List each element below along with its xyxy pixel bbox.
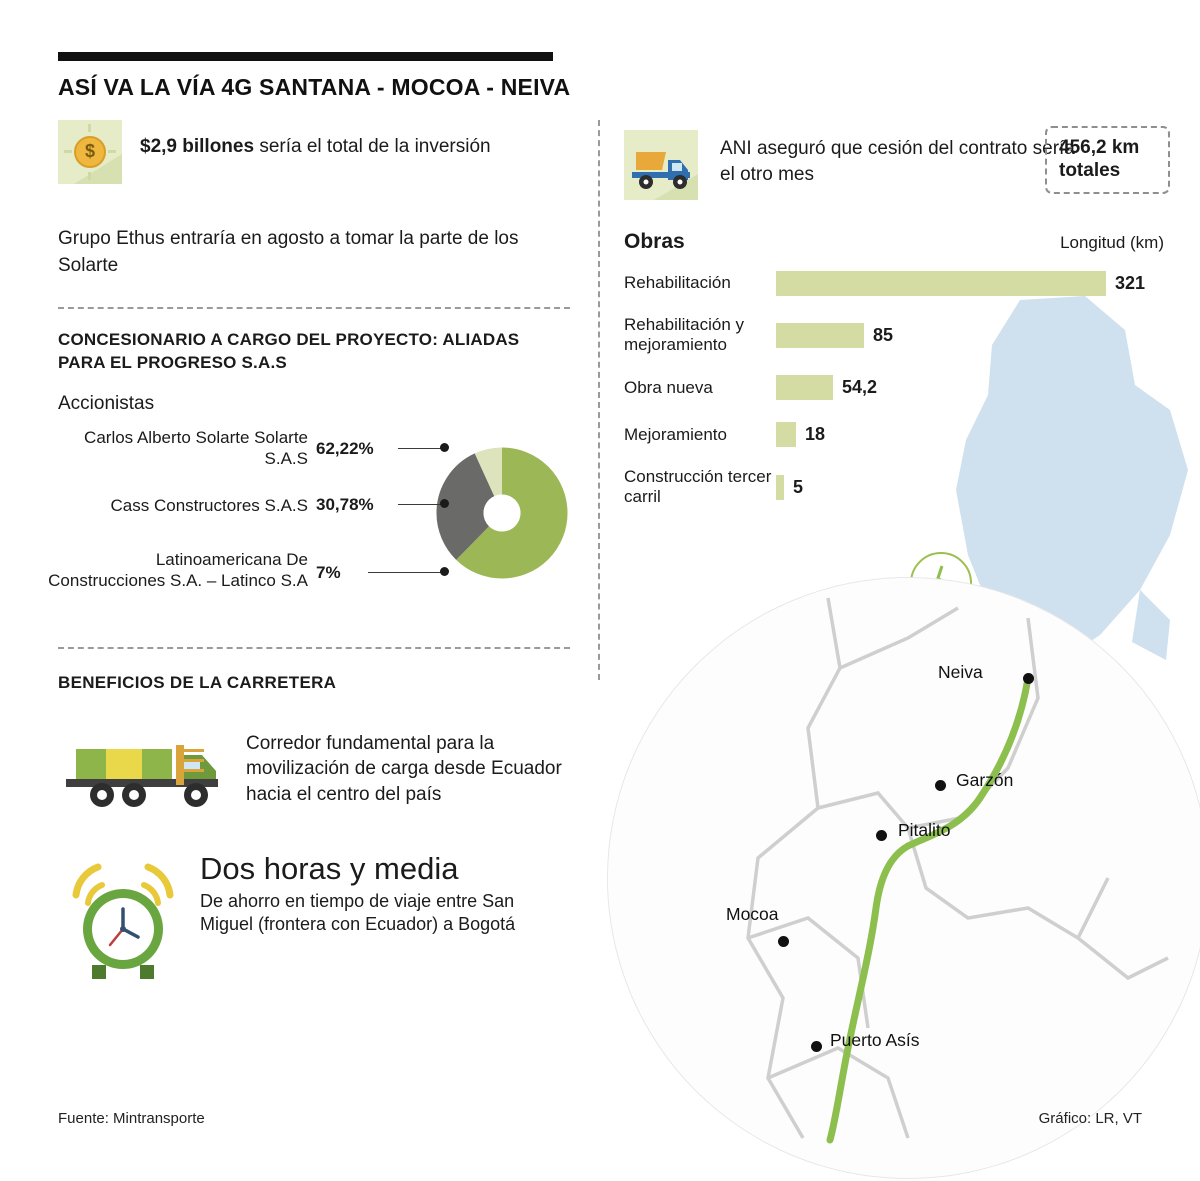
shareholders-donut-chart [48,421,570,631]
legend-value-0: 62,22% [316,439,374,459]
source-note: Fuente: Mintransporte [58,1110,205,1127]
benefit-headline-1: Dos horas y media [200,851,459,887]
bar-label-3: Mejoramiento [624,424,727,444]
concession-heading: CONCESIONARIO A CARGO DEL PROYECTO: ALIADAS PARA EL PROGRESO S.A.S [58,330,520,373]
km-total-badge: 456,2 km totales [1045,126,1170,194]
city-dot-garzon [935,780,946,791]
longitud-label: Longitud (km) [1060,233,1164,252]
bar-value-0: 321 [1115,272,1146,293]
map-detail-svg [608,578,1200,1178]
investment-rest: sería el total de la inversión [254,136,491,157]
bar-label-0: Rehabilitación [624,272,731,292]
bar-label-4: Construcción tercer carril [624,466,772,507]
bar-value-2: 54,2 [842,377,878,398]
obras-label: Obras [624,230,685,253]
bar-label-1: Rehabilitación y mejoramiento [624,315,745,355]
legend-label-1: Cass Constructores S.A.S [110,496,308,516]
map-section [600,280,1200,1120]
ani-text: ANI aseguró que cesión del contrato sería el otro mes [720,138,1075,185]
credit-note: Gráfico: LR, VT [1038,1110,1142,1127]
city-label-mocoa: Mocoa [726,904,779,924]
investment-amount: $2,9 billones [140,136,255,157]
ethus-note: Grupo Ethus entraría en agosto a tomar la parte de los Solarte [58,228,519,276]
obras-header [624,230,1164,254]
legend-label-2: Latinoamericana De Construcciones S.A. – Latinco S.A [48,550,308,591]
left-column [48,120,570,983]
divider-1 [58,307,570,309]
benefits-heading: BENEFICIOS DE LA CARRETERA [58,673,337,693]
tanker-truck-icon [58,719,228,819]
city-label-neiva: Neiva [938,662,983,682]
page-title: ASÍ VA LA VÍA 4G SANTANA - MOCOA - NEIVA [58,74,571,100]
benefit-item-0 [58,719,570,819]
city-dot-puerto-asis [811,1041,822,1052]
investment-block [58,120,570,184]
bar-value-4: 5 [793,476,804,497]
title-rule [58,52,553,61]
ani-block [624,130,1164,200]
bar-value-1: 85 [873,324,894,345]
city-dot-neiva [1023,673,1034,684]
legend-value-2: 7% [316,563,341,583]
legend-label-0: Carlos Alberto Solarte Solarte S.A.S [84,428,308,469]
divider-2 [58,647,570,649]
dump-truck-icon [624,130,698,200]
alarm-clock-icon [58,853,188,983]
map-detail-circle [608,578,1200,1178]
legend-value-1: 30,78% [316,495,374,515]
investment-text [140,120,491,160]
bar-label-2: Obra nueva [624,377,713,397]
benefit-text-0: Corredor fundamental para la movilización de carga desde Ecuador hacia el centro del país [246,732,562,805]
benefit-text-1: De ahorro en tiempo de viaje entre San Miguel (frontera con Ecuador) a Bogotá [200,890,516,935]
city-label-garzon: Garzón [956,770,1014,790]
city-label-pitalito: Pitalito [898,820,951,840]
city-label-puerto-asis: Puerto Asís [830,1030,920,1050]
city-dot-pitalito [876,830,887,841]
benefit-item-1 [58,853,570,983]
city-dot-mocoa [778,936,789,947]
bar-value-3: 18 [805,424,826,445]
money-coin-icon [58,120,122,184]
shareholders-label: Accionistas [58,393,155,415]
